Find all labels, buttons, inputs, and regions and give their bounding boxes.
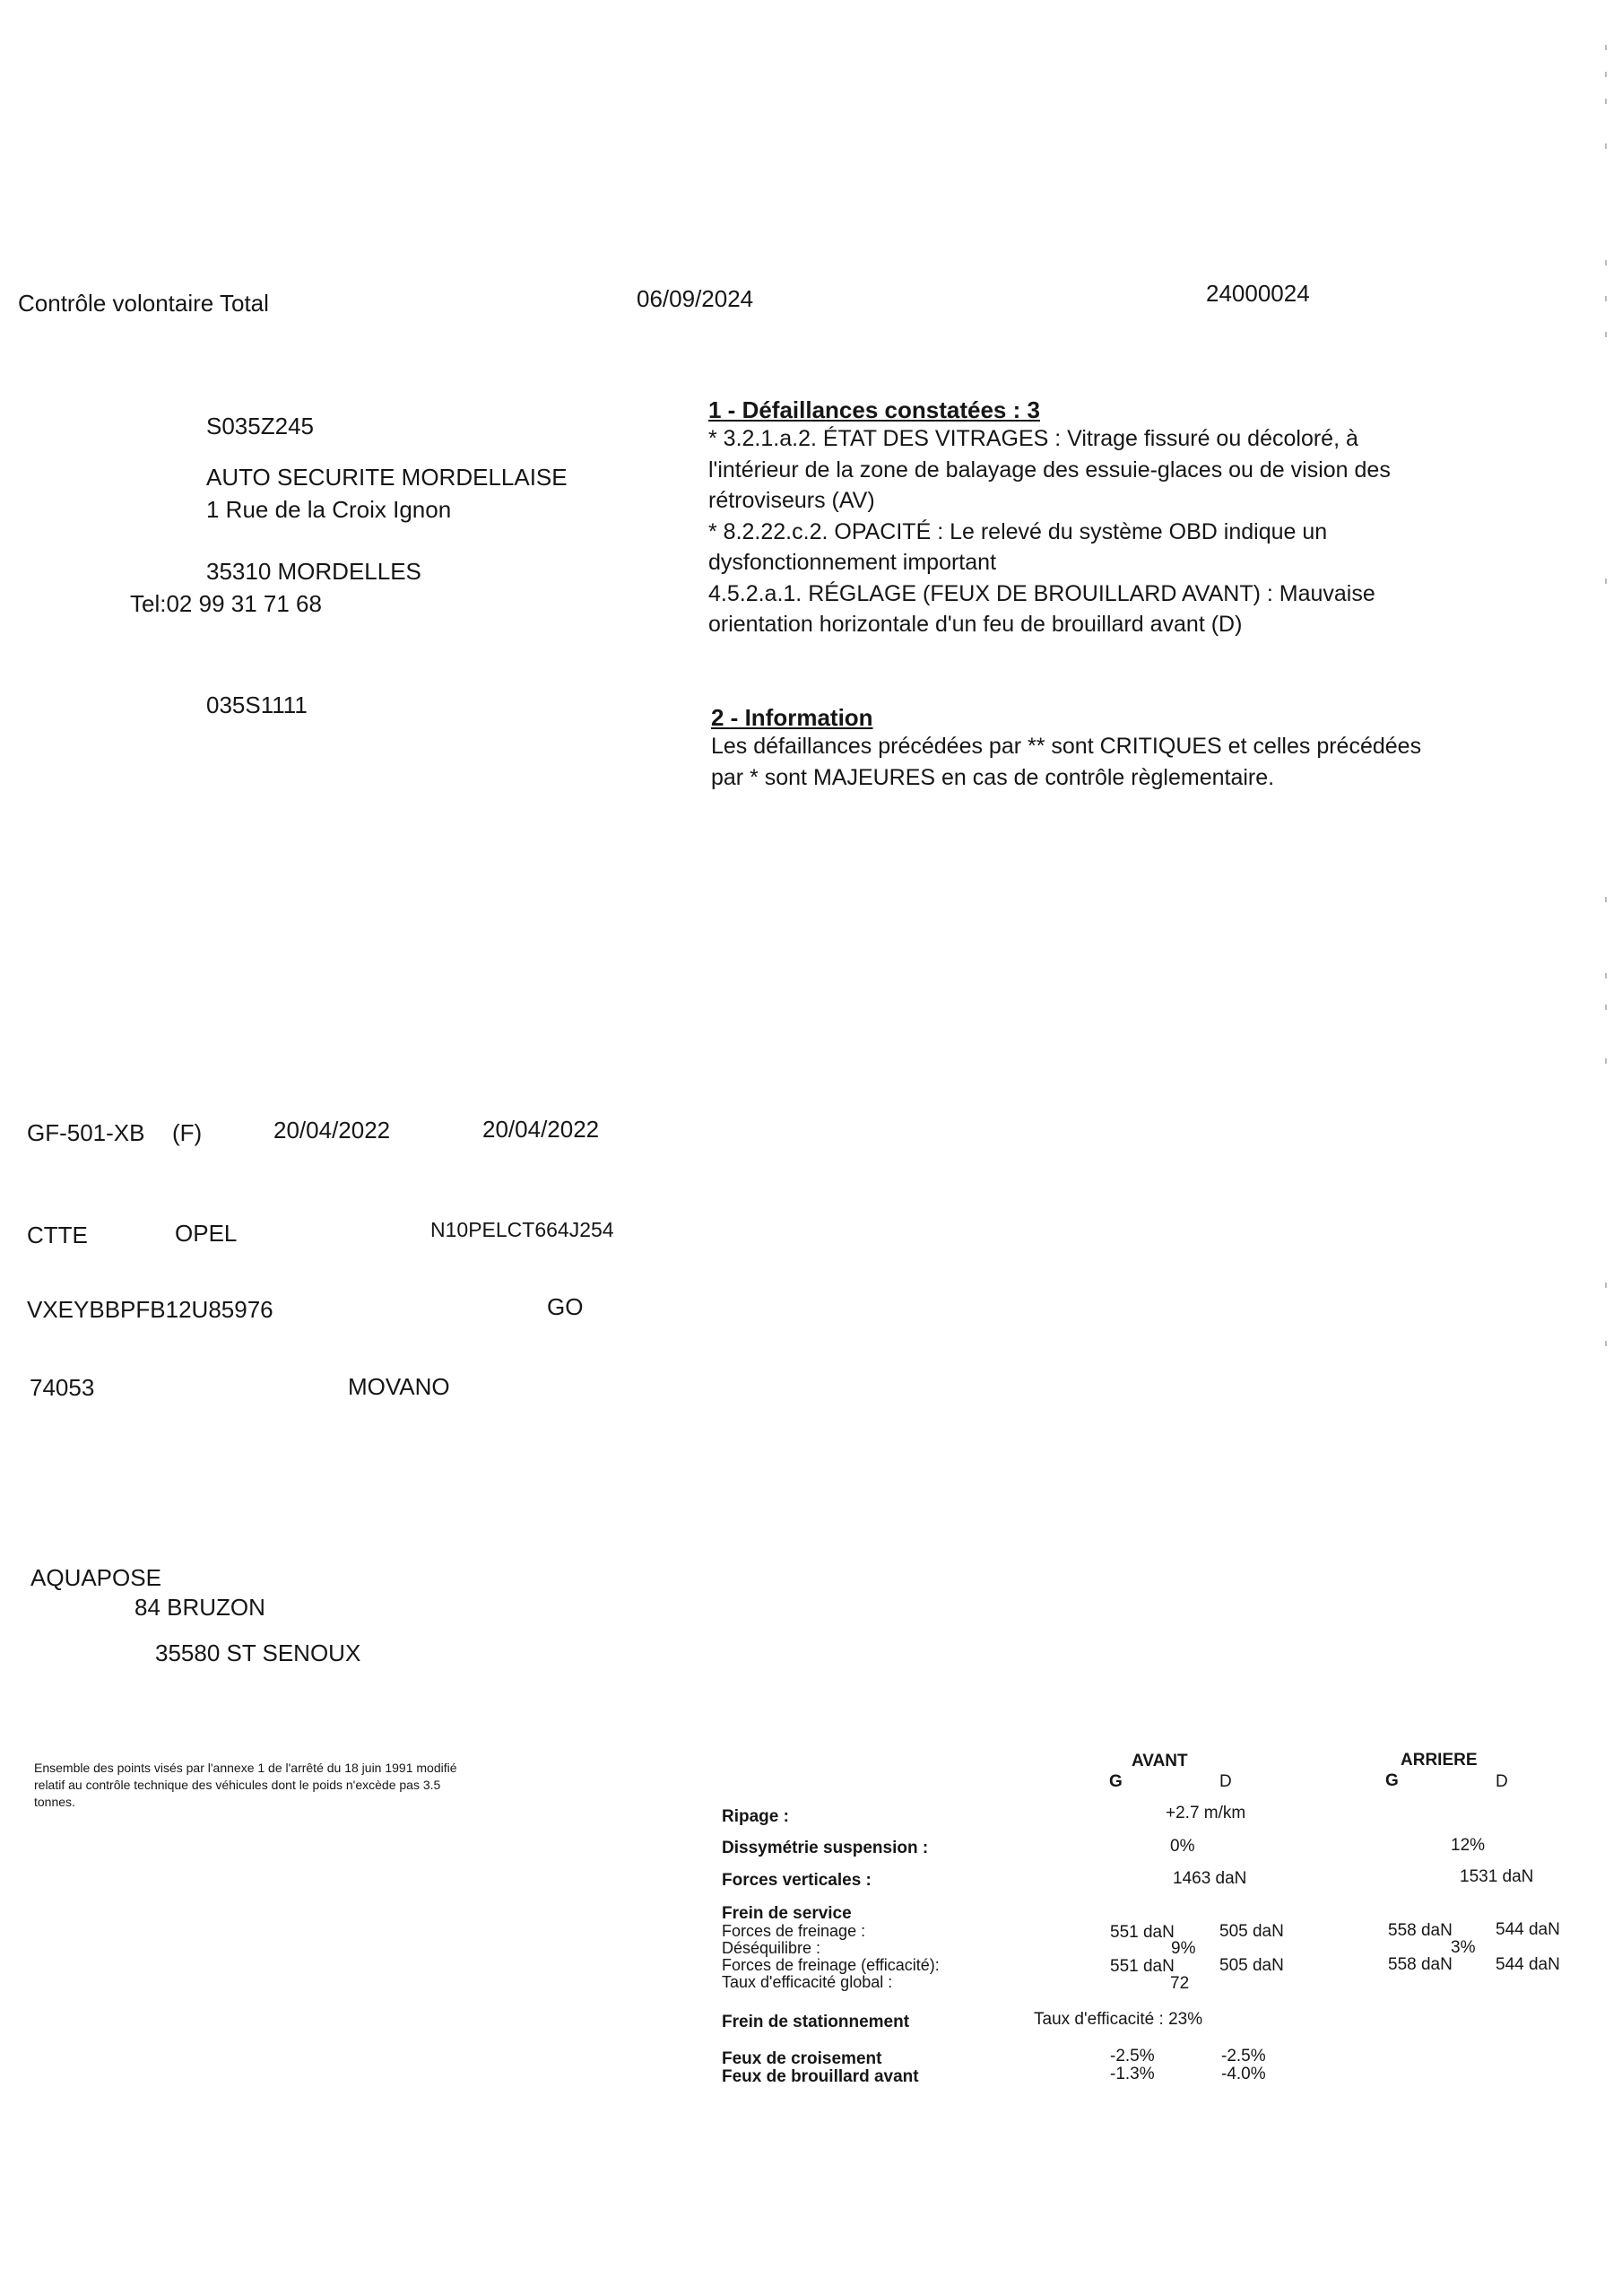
- defaults-line: dysfonctionnement important: [708, 550, 997, 575]
- info-line: Les défaillances précédées par ** sont CRITIQUES et celles précédées: [711, 734, 1422, 759]
- arriere-header: ARRIERE: [1401, 1751, 1478, 1770]
- owner-street: 84 BRUZON: [134, 1594, 265, 1621]
- ripage-label: Ripage :: [722, 1807, 789, 1826]
- frein-stationnement-label: Frein de stationnement: [722, 2013, 910, 2031]
- avant-header: AVANT: [1132, 1752, 1188, 1770]
- desequilibre-front: 9%: [1171, 1939, 1196, 1958]
- taux-global-label: Taux d'efficacité global :: [722, 1973, 893, 1991]
- vehicle-genre: CTTE: [27, 1222, 88, 1248]
- desequilibre-label: Déséquilibre :: [722, 1939, 821, 1957]
- footnote-line: relatif au contrôle technique des véhicules dont le poids n'excède pas 3.5: [34, 1778, 441, 1792]
- info-title: 2 - Information: [711, 704, 873, 731]
- controller-id: 035S1111: [206, 691, 308, 718]
- defaults-title: 1 - Défaillances constatées : 3: [708, 396, 1040, 423]
- forces-freinage-ar-d: 544 daN: [1496, 1920, 1560, 1939]
- avant-d-header: D: [1219, 1772, 1232, 1791]
- ripage-value: +2.7 m/km: [1166, 1804, 1246, 1822]
- owner-city: 35580 ST SENOUX: [155, 1639, 361, 1666]
- taux-global-value: 72: [1170, 1974, 1190, 1993]
- vehicle-plate: GF-501-XB: [27, 1119, 145, 1146]
- vehicle-brand: OPEL: [175, 1220, 238, 1247]
- frein-stationnement-value: Taux d'efficacité : 23%: [1034, 2010, 1203, 2029]
- center-address: 1 Rue de la Croix Ignon: [206, 496, 452, 523]
- forces-efficacite-av-d: 505 daN: [1219, 1956, 1284, 1975]
- footnote-line: Ensemble des points visés par l'annexe 1 de l'arrêté du 18 juin 1991 modifié: [34, 1761, 457, 1775]
- forces-efficacite-ar-d: 544 daN: [1496, 1955, 1560, 1974]
- desequilibre-rear: 3%: [1451, 1938, 1476, 1957]
- info-section: [711, 704, 1421, 793]
- forces-efficacite-ar-g: 558 daN: [1388, 1955, 1453, 1974]
- defaults-line: * 8.2.22.c.2. OPACITÉ : Le relevé du système OBD indique un: [708, 518, 1328, 544]
- forces-freinage-label: Forces de freinage :: [722, 1922, 866, 1940]
- defaults-line: 4.5.2.a.1. RÉGLAGE (FEUX DE BROUILLARD AVANT) : Mauvaise: [708, 580, 1375, 606]
- defaults-line: orientation horizontale d'un feu de brouillard avant (D): [708, 612, 1243, 637]
- info-line: par * sont MAJEURES en cas de contrôle règlementaire.: [711, 764, 1275, 790]
- vehicle-country: (F): [172, 1119, 203, 1146]
- center-code: S035Z245: [206, 413, 314, 439]
- forces-verticales-label: Forces verticales :: [722, 1871, 872, 1890]
- frein-service-label: Frein de service: [722, 1904, 852, 1923]
- feux-croisement-g: -2.5%: [1110, 2047, 1155, 2066]
- defaults-line: rétroviseurs (AV): [708, 488, 875, 513]
- forces-efficacite-av-g: 551 daN: [1110, 1957, 1175, 1976]
- forces-freinage-av-g: 551 daN: [1110, 1923, 1175, 1942]
- dissymetrie-label: Dissymétrie suspension :: [722, 1839, 929, 1857]
- forces-freinage-av-d: 505 daN: [1219, 1922, 1284, 1941]
- control-number: 24000024: [1206, 280, 1310, 307]
- avant-g-header: G: [1109, 1772, 1123, 1791]
- owner-name: AQUAPOSE: [30, 1564, 161, 1591]
- vehicle-vin: VXEYBBPFB12U85976: [27, 1296, 273, 1323]
- control-type: Contrôle volontaire Total: [18, 290, 269, 317]
- defaults-line: l'intérieur de la zone de balayage des essuie-glaces ou de vision des: [708, 457, 1391, 483]
- vehicle-mileage: 74053: [30, 1374, 95, 1401]
- center-city: 35310 MORDELLES: [206, 558, 421, 585]
- dissymetrie-front: 0%: [1170, 1837, 1195, 1856]
- footnote-line: tonnes.: [34, 1795, 75, 1809]
- feux-brouillard-d: -4.0%: [1221, 2065, 1266, 2083]
- feux-brouillard-g: -1.3%: [1110, 2065, 1155, 2083]
- feux-croisement-label: Feux de croisement: [722, 2049, 882, 2068]
- vehicle-energy: GO: [547, 1293, 584, 1320]
- vehicle-model: MOVANO: [348, 1373, 450, 1400]
- vehicle-date-2: 20/04/2022: [482, 1116, 600, 1143]
- vehicle-date-1: 20/04/2022: [273, 1117, 391, 1144]
- forces-freinage-ar-g: 558 daN: [1388, 1921, 1453, 1940]
- defaults-line: * 3.2.1.a.2. ÉTAT DES VITRAGES : Vitrage fissuré ou décoloré, à: [708, 426, 1358, 451]
- forces-verticales-rear: 1531 daN: [1460, 1867, 1534, 1886]
- dissymetrie-rear: 12%: [1451, 1836, 1486, 1855]
- control-date: 06/09/2024: [637, 285, 754, 312]
- forces-efficacite-label: Forces de freinage (efficacité):: [722, 1956, 940, 1974]
- feux-brouillard-label: Feux de brouillard avant: [722, 2067, 919, 2086]
- arriere-g-header: G: [1385, 1771, 1399, 1790]
- forces-verticales-front: 1463 daN: [1173, 1869, 1247, 1888]
- feux-croisement-d: -2.5%: [1221, 2047, 1266, 2066]
- vehicle-type-code: N10PELCT664J254: [430, 1218, 614, 1241]
- center-phone: Tel:02 99 31 71 68: [130, 590, 322, 617]
- arriere-d-header: D: [1496, 1772, 1508, 1791]
- defaults-section: [708, 396, 1391, 640]
- regulation-footnote: [34, 1760, 457, 1811]
- center-name: AUTO SECURITE MORDELLAISE: [206, 464, 568, 491]
